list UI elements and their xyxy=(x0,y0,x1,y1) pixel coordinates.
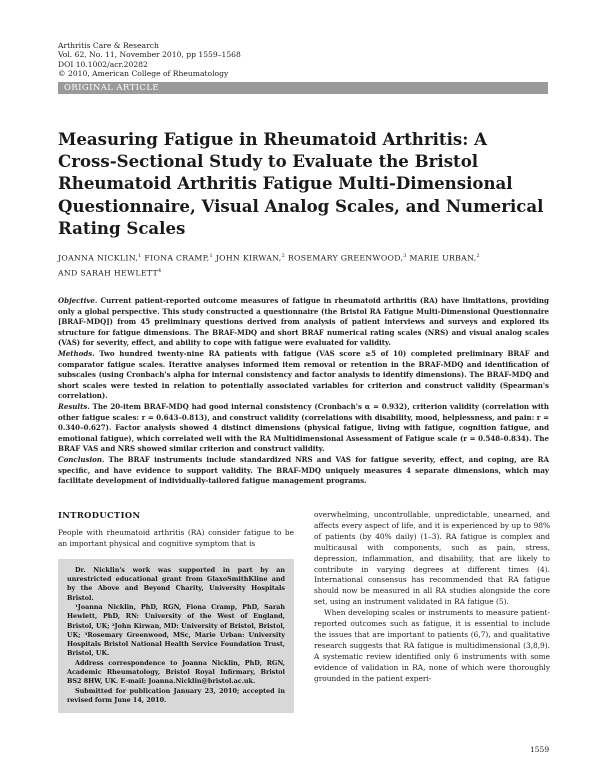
introduction-heading: INTRODUCTION xyxy=(58,510,141,520)
conclusion-text: The BRAF instruments include standardized NRS and VAS for fatigue severity, effect, and coping, are RA specific, and have evidence to support validity. The BRAF-MDQ uniquely measures 4 separate dimensions, which may facilitate development of individually-tailored fatigue management programs. xyxy=(58,454,549,486)
abstract-objective xyxy=(58,296,549,349)
affiliations-note: ¹Joanna Nicklin, PhD, RGN, Fiona Cramp, PhD, Sarah Hewlett, PhD, RN: University of the West of England, Bristol, UK; ²John Kirwan, MD: University of Bristol, Bristol, UK; ³Rosemary Greenwood, MSc, Marie Urban: University Hospitals Bristol National Health Service Foundation Trust, Bristol, UK. xyxy=(67,602,285,658)
abstract-results xyxy=(58,402,549,455)
author-affiliation: 3 xyxy=(403,253,407,259)
author-affiliation: 1 xyxy=(138,253,142,259)
objective-label: Objective. xyxy=(58,296,98,305)
conclusion-label: Conclusion. xyxy=(58,454,105,464)
author-name: JOHN KIRWAN, xyxy=(212,253,282,263)
footnote-box xyxy=(58,559,294,713)
funding-note: Dr. Nicklin's work was supported in part by an unrestricted educational grant from GlaxoSmithKline and by the Above and Beyond Charity, University Hospitals Bristol. xyxy=(67,565,285,602)
page-number: 1559 xyxy=(530,745,550,754)
author-affiliation: 2 xyxy=(281,253,286,259)
journal-doi: DOI 10.1002/acr.20282 xyxy=(58,59,148,69)
methods-label: Methods. xyxy=(58,348,95,358)
journal-name: Arthritis Care & Research xyxy=(58,41,159,50)
body-paragraph: When developing scales or instruments to measure patient-reported outcomes such as fatigue, it is essential to include the issues that are important to patients (6,7), and qualitative research suggests that RA fatigue is multidimensional (3,8,9). A systematic review identified only 6 instruments with some evidence of validation in RA, none of which were thoroughly grounded in the patient experi- xyxy=(314,608,550,683)
submission-note: Submitted for publication January 23, 2010; accepted in revised form June 14, 2010. xyxy=(67,686,285,704)
right-column xyxy=(314,510,550,685)
abstract-methods xyxy=(58,349,549,402)
author-name: MARIE URBAN, xyxy=(406,253,477,263)
abstract xyxy=(58,296,549,487)
article-title: Measuring Fatigue in Rheumatoid Arthritis: A Cross-Sectional Study to Evaluate the Bristol Rheumatoid Arthritis Fatigue Multi-Dimensional Questionnaire, Visual Analog Scales, and Numerical Rating Scales xyxy=(58,129,544,238)
results-text: The 20-item BRAF-MDQ had good internal consistency (Cronbach's α = 0.932), criterion validity (correlation with other fatigue scales: r = 0.643–0.813), and construct validity (correlations with disability, mood, helplessness, and pain: r = 0.340–0.627). Factor analysis showed 4 distinct dimensions (physical fatigue, living with fatigue, cognition fatigue, and emotional fatigue), which correlated well with the RA Multidimensional Assessment of Fatigue scale (r = 0.548–0.834). The BRAF VAS and NRS showed similar criterion and construct validity. xyxy=(58,401,549,454)
methods-text: Two hundred twenty-nine RA patients with fatigue (VAS score ≥5 of 10) completed preliminary BRAF and comparator fatigue scales. Iterative analyses informed item removal or retention in the BRAF-MDQ and identification of subscales (using Cronbach's alpha for internal consistency and factor analysis to identify dimensions). The BRAF-MDQ and short scales were tested in relation to potentially associated variables for criterion and construct validity (Spearman's correlation). xyxy=(58,348,549,401)
author-affiliation: 4 xyxy=(157,267,162,274)
journal-copyright: © 2010, American College of Rheumatology xyxy=(58,69,229,79)
author-name: ROSEMARY GREENWOOD, xyxy=(285,253,404,263)
author-list xyxy=(58,250,548,279)
author-name: FIONA CRAMP, xyxy=(141,253,210,263)
journal-header xyxy=(58,41,241,79)
author-name: JOANNA NICKLIN, xyxy=(58,253,139,263)
author-name: AND SARAH HEWLETT xyxy=(58,268,158,278)
results-label: Results. xyxy=(58,401,90,411)
abstract-conclusion xyxy=(58,455,549,487)
introduction-paragraph: People with rheumatoid arthritis (RA) consider fatigue to be an important physical and cognitive symptom that is xyxy=(58,527,294,548)
journal-volume: Vol. 62, No. 11, November 2010, pp 1559–1568 xyxy=(58,50,241,60)
left-column xyxy=(58,510,294,713)
body-paragraph: overwhelming, uncontrollable, unpredictable, unearned, and affects every aspect of life, and it is experienced by up to 98% of patients (by 40% daily) (1–3). RA fatigue is complex and multicausal with components, such as pain, stress, depression, inflammation, and disability, that are likely to contribute in varying degrees at different times (4). International consensus has recommended that RA fatigue should now be measured in all RA studies alongside the core set, using an instrument validated in RA fatigue (5). xyxy=(314,510,550,607)
correspondence-note: Address correspondence to Joanna Nicklin, PhD, RGN, Academic Rheumatology, Bristol Royal Infirmary, Bristol BS2 8HW, UK. E-mail: Joanna.Nicklin@bristol.ac.uk. xyxy=(67,658,285,686)
author-affiliation: 1 xyxy=(209,253,213,259)
section-label: ORIGINAL ARTICLE xyxy=(58,82,548,94)
objective-text: Current patient-reported outcome measures of fatigue in rheumatoid arthritis (RA) have limitations, providing only a global perspective. This study constructed a questionnaire (the Bristol RA Fatigue Multi-Dimensional Questionnaire [BRAF-MDQ]) from 45 preliminary questions derived from analysis of patient interviews and surveys and explored its structure for fatigue dimensions. The BRAF-MDQ and short BRAF numerical rating scales (NRS) and visual analog scales (VAS) for severity, effect, and ability to cope with fatigue were evaluated for validity. xyxy=(58,296,549,348)
author-affiliation: 2 xyxy=(476,253,480,259)
